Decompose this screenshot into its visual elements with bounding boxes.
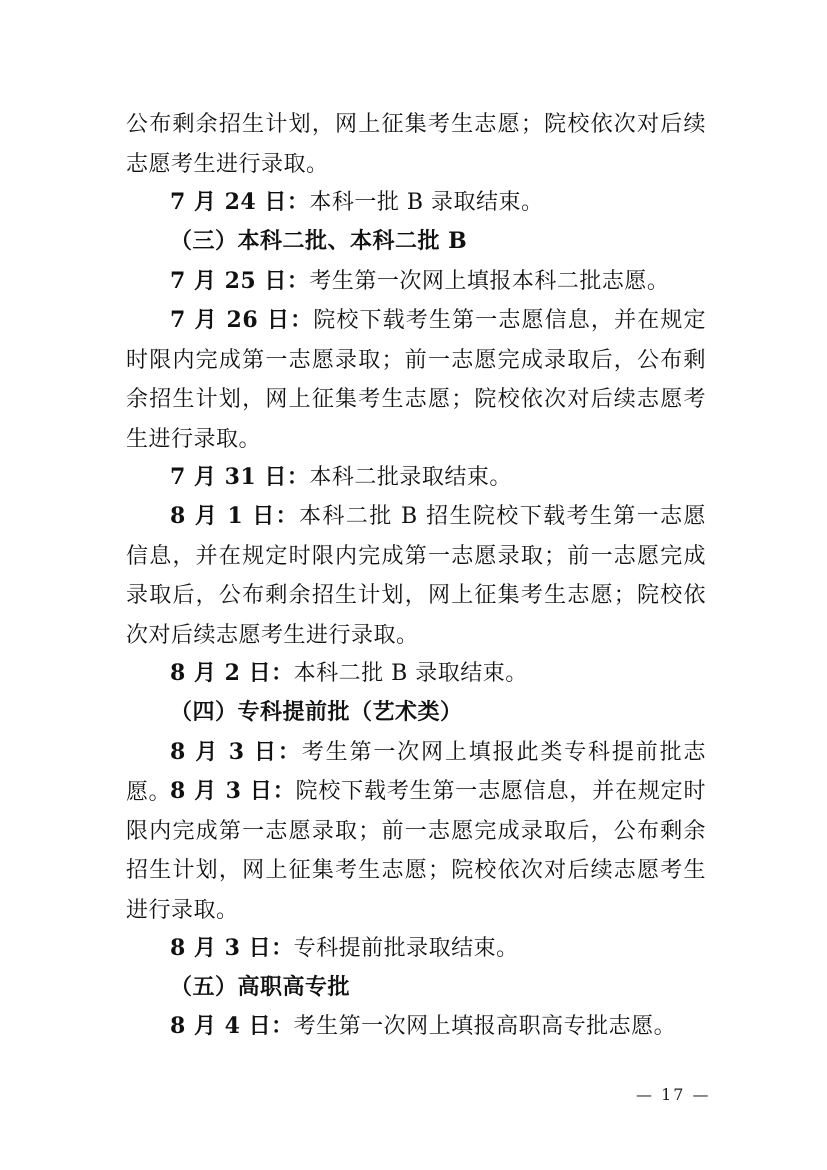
section-heading-3: （三）本科二批、本科二批 B — [170, 228, 468, 254]
paragraph-text: 院校下载考生第一志愿信息，并在规定时限内完成第一志愿录取；前一志愿完成录取后，公布剩余招生计划，网上征集考生志愿；院校依次对后续志愿考生进行录取。 — [126, 308, 706, 452]
date-label: 8 月 3 日： — [170, 935, 294, 961]
paragraph-text: 本科二批录取结束。 — [309, 465, 512, 490]
page-number: — 17 — — [636, 1085, 711, 1104]
paragraph-text: 本科二批 B 录取结束。 — [293, 661, 528, 686]
paragraph-text: 专科提前批录取结束。 — [293, 936, 519, 961]
paragraph-text: 院校下载考生第一志愿信息，并在规定时限内完成第一志愿录取；前一志愿完成录取后，公布剩余招生计划，网上征集考生志愿；院校依次对后续志愿考生进行录取。 — [126, 779, 706, 923]
paragraph-jul25 — [126, 262, 706, 302]
paragraph-text: 考生第一次网上填报高职高专批志愿。 — [293, 1014, 677, 1039]
date-label: 7 月 24 日： — [170, 189, 310, 215]
date-label: 7 月 25 日： — [170, 268, 310, 294]
paragraph-jul26 — [126, 301, 706, 459]
date-label: 8 月 4 日： — [170, 1013, 294, 1039]
paragraph-aug3-admit — [126, 772, 706, 930]
paragraph-aug3-end — [126, 929, 706, 969]
section-heading-5: （五）高职高专批 — [170, 974, 351, 1000]
date-label: 7 月 31 日： — [170, 464, 310, 490]
date-label: 8 月 2 日： — [170, 660, 294, 686]
section-heading-4: （四）专科提前批（艺术类） — [170, 699, 463, 725]
paragraph-text: 本科一批 B 录取结束。 — [309, 190, 544, 215]
paragraph-text: 本科二批 B 招生院校下载考生第一志愿信息，并在规定时限内完成第一志愿录取；前一志愿完成录取后，公布剩余招生计划，网上征集考生志愿；院校依次对后续志愿考生进行录取。 — [126, 504, 707, 648]
date-label: 7 月 26 日： — [170, 307, 314, 333]
paragraph-aug4 — [126, 1007, 706, 1047]
date-label: 8 月 3 日： — [170, 739, 302, 765]
paragraph-aug1 — [126, 497, 706, 655]
paragraph-text: 考生第一次网上填报此类专科提前批志愿。 — [126, 740, 706, 805]
paragraph-jul24 — [126, 183, 706, 223]
paragraph-text: 公布剩余招生计划，网上征集考生志愿；院校依次对后续志愿考生进行录取。 — [126, 112, 706, 177]
paragraph-text: 考生第一次网上填报本科二批志愿。 — [309, 269, 670, 294]
paragraph-continuation — [126, 105, 706, 184]
paragraph-aug2 — [126, 654, 706, 694]
date-label: 8 月 3 日： — [170, 778, 296, 804]
date-label: 8 月 1 日： — [170, 503, 300, 529]
paragraph-jul31 — [126, 458, 706, 498]
